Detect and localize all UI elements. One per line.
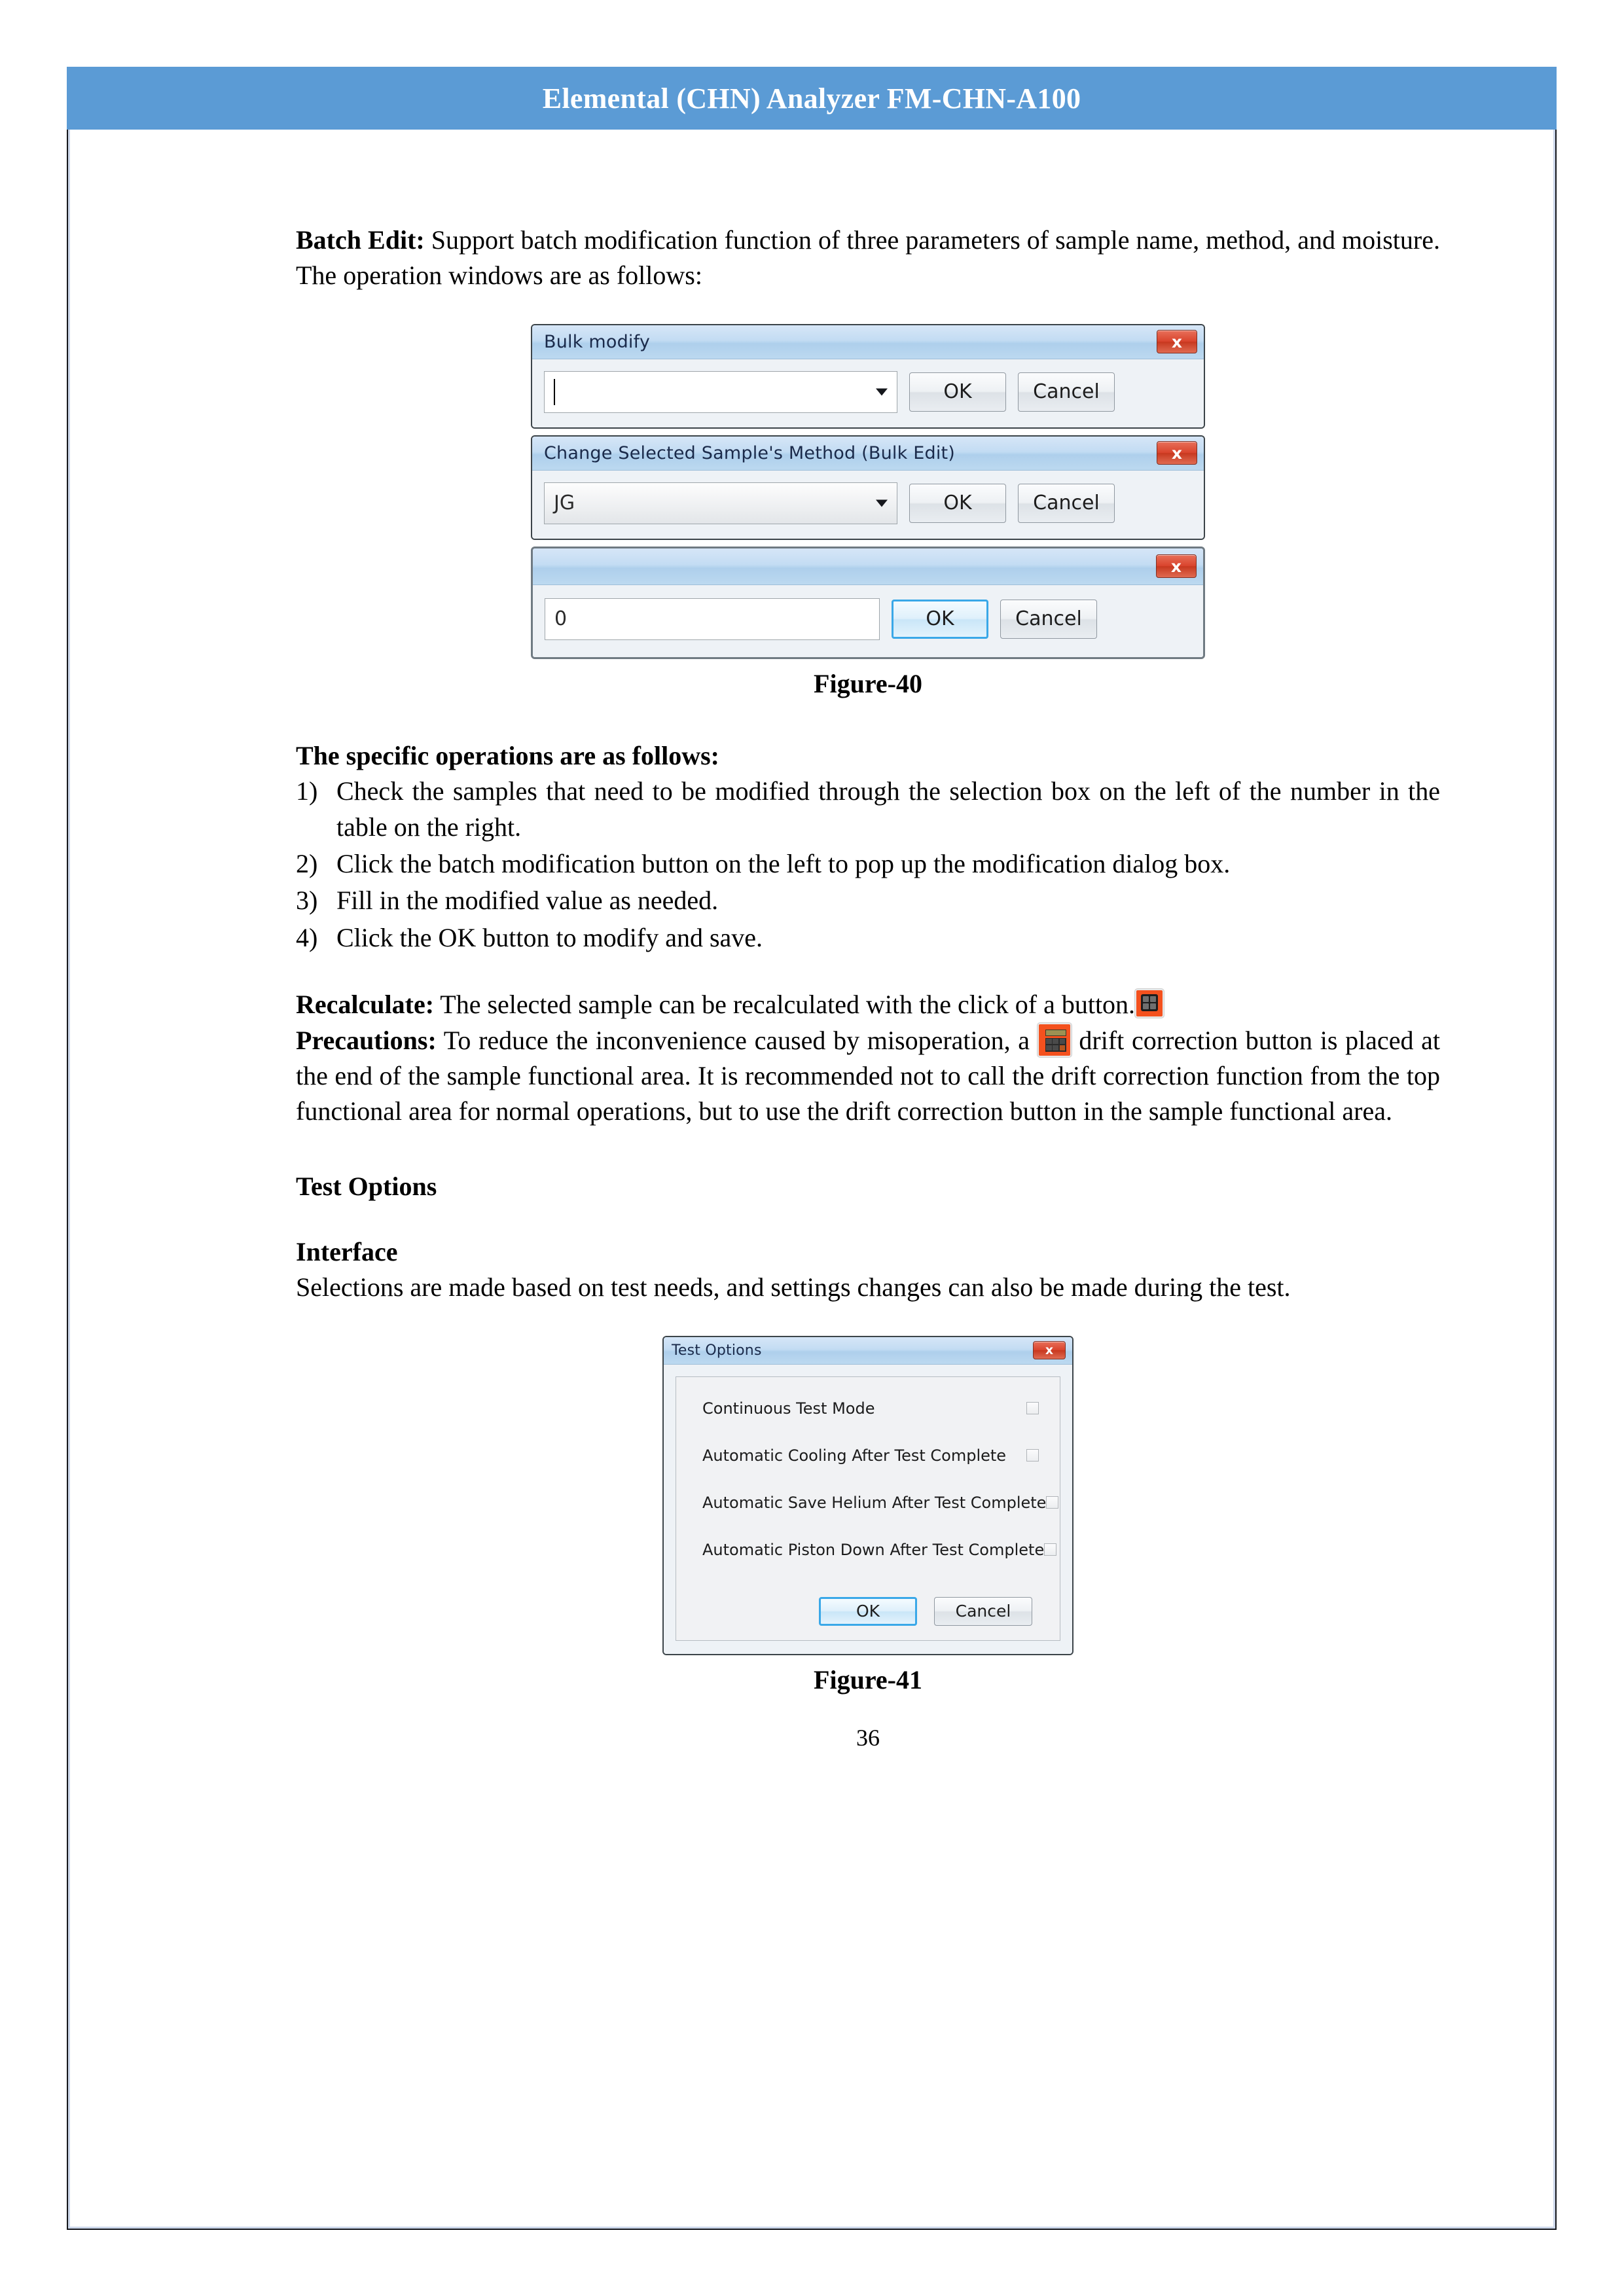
list-item-number: 3) [296, 886, 318, 916]
recalculate-precautions-paragraph [296, 987, 1440, 1130]
list-item [296, 920, 1440, 956]
test-options-titlebar[interactable] [664, 1337, 1072, 1365]
list-item [296, 883, 1440, 918]
list-item [296, 846, 1440, 882]
figure-40-block [296, 324, 1440, 659]
bulk-modify-ok-button[interactable]: OK [909, 372, 1006, 412]
change-method-body [532, 471, 1204, 539]
page-number: 36 [856, 1724, 880, 1751]
recalculate-label: Recalculate: [296, 990, 435, 1020]
set-moisture-titlebar[interactable] [533, 548, 1203, 585]
checkbox-automatic-cooling[interactable] [1026, 1449, 1039, 1462]
test-options-heading: Test Options [296, 1171, 437, 1201]
set-moisture-row [545, 598, 1191, 640]
bulk-modify-dialog[interactable] [531, 324, 1205, 429]
list-item [296, 774, 1440, 845]
figure-41-caption: Figure-41 [814, 1664, 922, 1695]
option-label: Automatic Piston Down After Test Complete [702, 1540, 1045, 1559]
option-label: Continuous Test Mode [702, 1399, 875, 1418]
chevron-down-icon[interactable] [876, 499, 888, 507]
batch-edit-text: Support batch modification function of three parameters of sample name, method, and moisture. The operation windows are as follows: [296, 225, 1440, 291]
set-moisture-cancel-button[interactable]: Cancel [1000, 600, 1097, 639]
header-banner [67, 67, 1557, 130]
list-item-label: Click the OK button to modify and save. [336, 922, 763, 952]
figure-40-dialog-group [531, 324, 1205, 659]
option-row-automatic-save-helium[interactable] [692, 1493, 1047, 1512]
close-icon-glyph: x [1045, 1342, 1054, 1357]
recalculate-text: The selected sample can be recalculated with the click of a button. [434, 990, 1136, 1020]
precautions-text-after: drift correction button is placed at the end of the sample functional area. It is recommended not to call the drift correction function from the top functional area for normal operations, but to use the drift correction button in the sample functional area. [296, 1025, 1440, 1126]
checkbox-automatic-save-helium[interactable] [1046, 1496, 1058, 1509]
calculator-keypad-icon [1038, 1023, 1072, 1057]
checkbox-continuous-test-mode[interactable] [1026, 1402, 1039, 1414]
specific-operations-heading: The specific operations are as follows: [296, 740, 719, 770]
change-method-ok-button[interactable]: OK [909, 484, 1006, 523]
list-item-label: Fill in the modified value as needed. [336, 886, 719, 916]
figure-40-caption: Figure-40 [814, 668, 922, 698]
set-moisture-body [533, 585, 1203, 657]
bulk-modify-titlebar[interactable] [532, 325, 1204, 359]
close-icon-glyph: x [1170, 556, 1182, 576]
test-options-dialog[interactable] [662, 1336, 1074, 1655]
list-item-label: Check the samples that need to be modified through the selection box on the left of the number in the table on the right. [336, 776, 1440, 842]
list-item-number: 2) [296, 848, 318, 878]
batch-edit-label: Batch Edit: [296, 225, 425, 255]
chevron-down-icon[interactable] [876, 388, 888, 395]
close-icon[interactable] [1033, 1341, 1066, 1359]
page-title: Elemental (CHN) Analyzer FM-CHN-A100 [542, 82, 1081, 115]
change-method-combo-value: JG [554, 492, 575, 515]
list-item-label: Click the batch modification button on the left to pop up the modification dialog box. [336, 848, 1231, 878]
set-moisture-input[interactable]: 0 [545, 598, 880, 640]
change-method-row [544, 482, 1192, 524]
text-cursor [554, 379, 555, 405]
change-method-dialog[interactable] [531, 435, 1205, 540]
calculator-icon [1135, 989, 1164, 1018]
bulk-modify-combo[interactable] [544, 371, 897, 413]
option-label: Automatic Save Helium After Test Complete [702, 1493, 1047, 1512]
test-options-body [664, 1365, 1072, 1654]
change-method-title: Change Selected Sample's Method (Bulk Edit) [544, 442, 956, 463]
close-icon-glyph: x [1171, 443, 1183, 463]
change-method-titlebar[interactable] [532, 437, 1204, 471]
checkbox-automatic-piston-down[interactable] [1044, 1543, 1056, 1556]
bulk-modify-row [544, 371, 1192, 413]
test-options-panel [676, 1376, 1060, 1641]
change-method-combo[interactable] [544, 482, 897, 524]
option-label: Automatic Cooling After Test Complete [702, 1446, 1007, 1465]
specific-operations-list [296, 774, 1440, 956]
test-options-footer [692, 1588, 1044, 1628]
option-row-automatic-piston-down[interactable] [692, 1541, 1044, 1559]
bulk-modify-title: Bulk modify [544, 331, 651, 352]
close-icon[interactable] [1157, 441, 1197, 465]
list-item-number: 1) [296, 776, 318, 806]
option-row-continuous-test-mode[interactable] [692, 1399, 1044, 1418]
precautions-label: Precautions: [296, 1025, 437, 1055]
set-moisture-ok-button[interactable]: OK [892, 600, 988, 639]
figure-41-block [296, 1336, 1440, 1655]
bulk-modify-body [532, 359, 1204, 427]
option-row-automatic-cooling[interactable] [692, 1446, 1044, 1465]
test-options-ok-button[interactable]: OK [819, 1597, 917, 1626]
close-icon[interactable] [1156, 554, 1197, 578]
close-icon-glyph: x [1171, 332, 1183, 351]
list-item-number: 4) [296, 922, 318, 952]
interface-paragraph: Selections are made based on test needs, and settings changes can also be made during the test. [296, 1272, 1291, 1302]
set-moisture-dialog[interactable] [531, 547, 1205, 659]
bulk-modify-cancel-button[interactable]: Cancel [1018, 372, 1115, 412]
precautions-text-before: To reduce the inconvenience caused by misoperation, a [436, 1025, 1038, 1055]
test-options-title: Test Options [672, 1342, 762, 1359]
change-method-cancel-button[interactable]: Cancel [1018, 484, 1115, 523]
document-content [296, 223, 1440, 1751]
test-options-cancel-button[interactable]: Cancel [934, 1597, 1032, 1626]
close-icon[interactable] [1157, 330, 1197, 353]
batch-edit-paragraph [296, 223, 1440, 294]
interface-heading: Interface [296, 1237, 398, 1267]
